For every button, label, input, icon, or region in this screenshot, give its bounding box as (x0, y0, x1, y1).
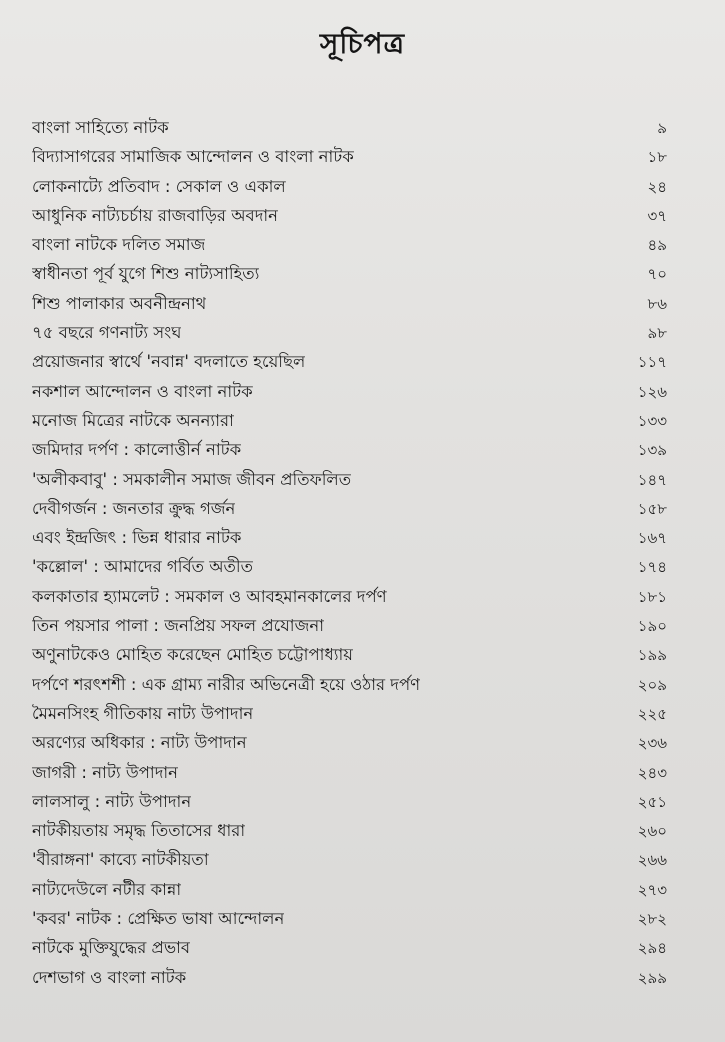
toc-entry-title: লালসালু : নাট্য উপাদান (32, 791, 192, 811)
toc-entry-page: ১৮১ (637, 587, 667, 606)
toc-entry-page: ২০৯ (637, 675, 667, 694)
toc-entry-page: ২২৫ (637, 704, 667, 723)
toc-entry-title: 'কল্লোল' : আমাদের গর্বিত অতীত (32, 557, 254, 577)
toc-entry-title: আধুনিক নাট্যচর্চায় রাজবাড়ির অবদান (32, 205, 279, 225)
toc-entry-page: ১৯০ (637, 617, 667, 636)
toc-entry (32, 875, 667, 904)
toc-entry (32, 670, 667, 699)
toc-entry (32, 787, 667, 816)
toc-entry-page: ৩৭ (647, 206, 667, 225)
toc-entry (32, 318, 667, 347)
toc-entry-title: অরণ্যের অধিকার : নাট্য উপাদান (32, 733, 247, 753)
toc-entry (32, 289, 667, 318)
toc-entry (32, 113, 667, 142)
toc-entry-page: ৮৬ (647, 294, 667, 313)
page-title: সূচিপত্র (319, 27, 406, 60)
toc-entry (32, 435, 667, 464)
toc-entry-title: বিদ্যাসাগরের সামাজিক আন্দোলন ও বাংলা নাটক (32, 147, 354, 167)
toc-entry (32, 347, 667, 376)
toc-entry-title: 'অলীকবাবু' : সমকালীন সমাজ জীবন প্রতিফলিত (32, 469, 352, 489)
toc-entry-page: ১৫৮ (637, 499, 667, 518)
toc-entry-page: ২৮২ (637, 910, 667, 929)
toc-entry-page: ৭০ (647, 265, 667, 284)
table-of-contents (32, 113, 667, 992)
toc-entry-title: বাংলা নাটকে দলিত সমাজ (32, 235, 206, 255)
toc-entry-page: ১৮ (647, 148, 667, 167)
toc-entry-page: ২৬৬ (637, 851, 667, 870)
toc-entry-title: নাট্যদেউলে নটীর কান্না (32, 879, 182, 899)
toc-entry-title: মনোজ মিত্রের নাটকে অনন্যারা (32, 410, 234, 430)
toc-entry-page: ২৪৩ (637, 763, 667, 782)
toc-entry-page: ৯৮ (647, 324, 667, 343)
toc-entry (32, 816, 667, 845)
toc-entry (32, 699, 667, 728)
toc-entry-title: দর্পণে শরৎশশী : এক গ্রাম্য নারীর অভিনেত্রী হয়ে ওঠার দর্পণ (32, 674, 421, 694)
toc-entry-page: ২৭৩ (637, 880, 667, 899)
toc-entry-page: ১৬৭ (637, 529, 667, 548)
toc-entry-page: ১২৬ (637, 382, 667, 401)
toc-entry (32, 758, 667, 787)
toc-entry-title: বাংলা সাহিত্যে নাটক (32, 118, 169, 137)
toc-entry-page: ১৭৪ (637, 558, 667, 577)
toc-entry (32, 963, 667, 992)
toc-entry-page: ২৯৪ (637, 939, 667, 958)
toc-entry-title: এবং ইন্দ্রজিৎ : ভিন্ন ধারার নাটক (32, 528, 242, 548)
toc-entry-title: স্বাধীনতা পূর্ব যুগে শিশু নাট্যসাহিত্য (32, 264, 260, 284)
toc-entry-page: ১৩৩ (637, 411, 667, 430)
toc-entry (32, 728, 667, 757)
toc-entry-title: তিন পয়সার পালা : জনপ্রিয় সফল প্রযোজনা (32, 616, 324, 636)
toc-entry (32, 259, 667, 288)
toc-entry (32, 933, 667, 962)
toc-entry-title: মৈমনসিংহ গীতিকায় নাট্য উপাদান (32, 703, 254, 723)
toc-entry-page: ২৬০ (637, 822, 667, 841)
toc-entry-title: ৭৫ বছরে গণনাট্য সংঘ (32, 323, 182, 343)
toc-entry (32, 230, 667, 259)
toc-entry-title: শিশু পালাকার অবনীন্দ্রনাথ (32, 293, 207, 313)
toc-entry-title: দেবীগর্জন : জনতার ক্রুদ্ধ গর্জন (32, 498, 236, 518)
toc-entry (32, 172, 667, 201)
toc-entry-title: দেশভাগ ও বাংলা নাটক (32, 967, 187, 987)
toc-entry (32, 640, 667, 669)
toc-entry-title: অণুনাটকেও মোহিত করেছেন মোহিত চট্টোপাধ্যায় (32, 645, 353, 665)
toc-entry (32, 552, 667, 581)
toc-entry-title: প্রয়োজনার স্বার্থে 'নবান্ন' বদলাতে হয়েছিল (32, 352, 306, 372)
toc-entry-title: লোকনাট্যে প্রতিবাদ : সেকাল ও একাল (32, 176, 286, 196)
toc-entry-page: ১৯৯ (637, 646, 667, 665)
toc-entry-page: ২৪ (647, 177, 667, 196)
toc-entry-page: ১৩৯ (637, 441, 667, 460)
toc-entry-title: নাটকে মুক্তিযুদ্ধের প্রভাব (32, 938, 191, 958)
toc-entry-page: ১১৭ (637, 353, 667, 372)
toc-entry-title: জাগরী : নাট্য উপাদান (32, 762, 178, 782)
toc-entry (32, 845, 667, 874)
toc-entry-title: নকশাল আন্দোলন ও বাংলা নাটক (32, 381, 253, 401)
toc-entry-title: নাটকীয়তায় সমৃদ্ধ তিতাসের ধারা (32, 821, 246, 841)
toc-entry-title: কলকাতার হ্যামলেট : সমকাল ও আবহমানকালের দর্পণ (32, 586, 387, 606)
toc-entry (32, 201, 667, 230)
toc-entry (32, 142, 667, 171)
toc-entry (32, 377, 667, 406)
toc-entry (32, 465, 667, 494)
toc-entry (32, 523, 667, 552)
toc-entry (32, 904, 667, 933)
toc-entry-title: 'বীরাঙ্গনা' কাব্যে নাটকীয়তা (32, 850, 209, 870)
toc-entry (32, 406, 667, 435)
toc-entry-page: ৯ (657, 119, 667, 137)
toc-entry (32, 582, 667, 611)
toc-entry-page: ২৩৬ (637, 734, 667, 753)
toc-entry-page: ১৪৭ (637, 470, 667, 489)
toc-entry-page: ২৯৯ (637, 968, 667, 987)
toc-entry-title: জমিদার দর্পণ : কালোত্তীর্ন নাটক (32, 440, 242, 460)
toc-entry (32, 494, 667, 523)
toc-entry-page: ২৫১ (637, 792, 667, 811)
toc-entry-title: 'কবর' নাটক : প্রেক্ষিত ভাষা আন্দোলন (32, 909, 285, 929)
toc-entry-page: ৪৯ (647, 236, 667, 255)
toc-entry (32, 611, 667, 640)
